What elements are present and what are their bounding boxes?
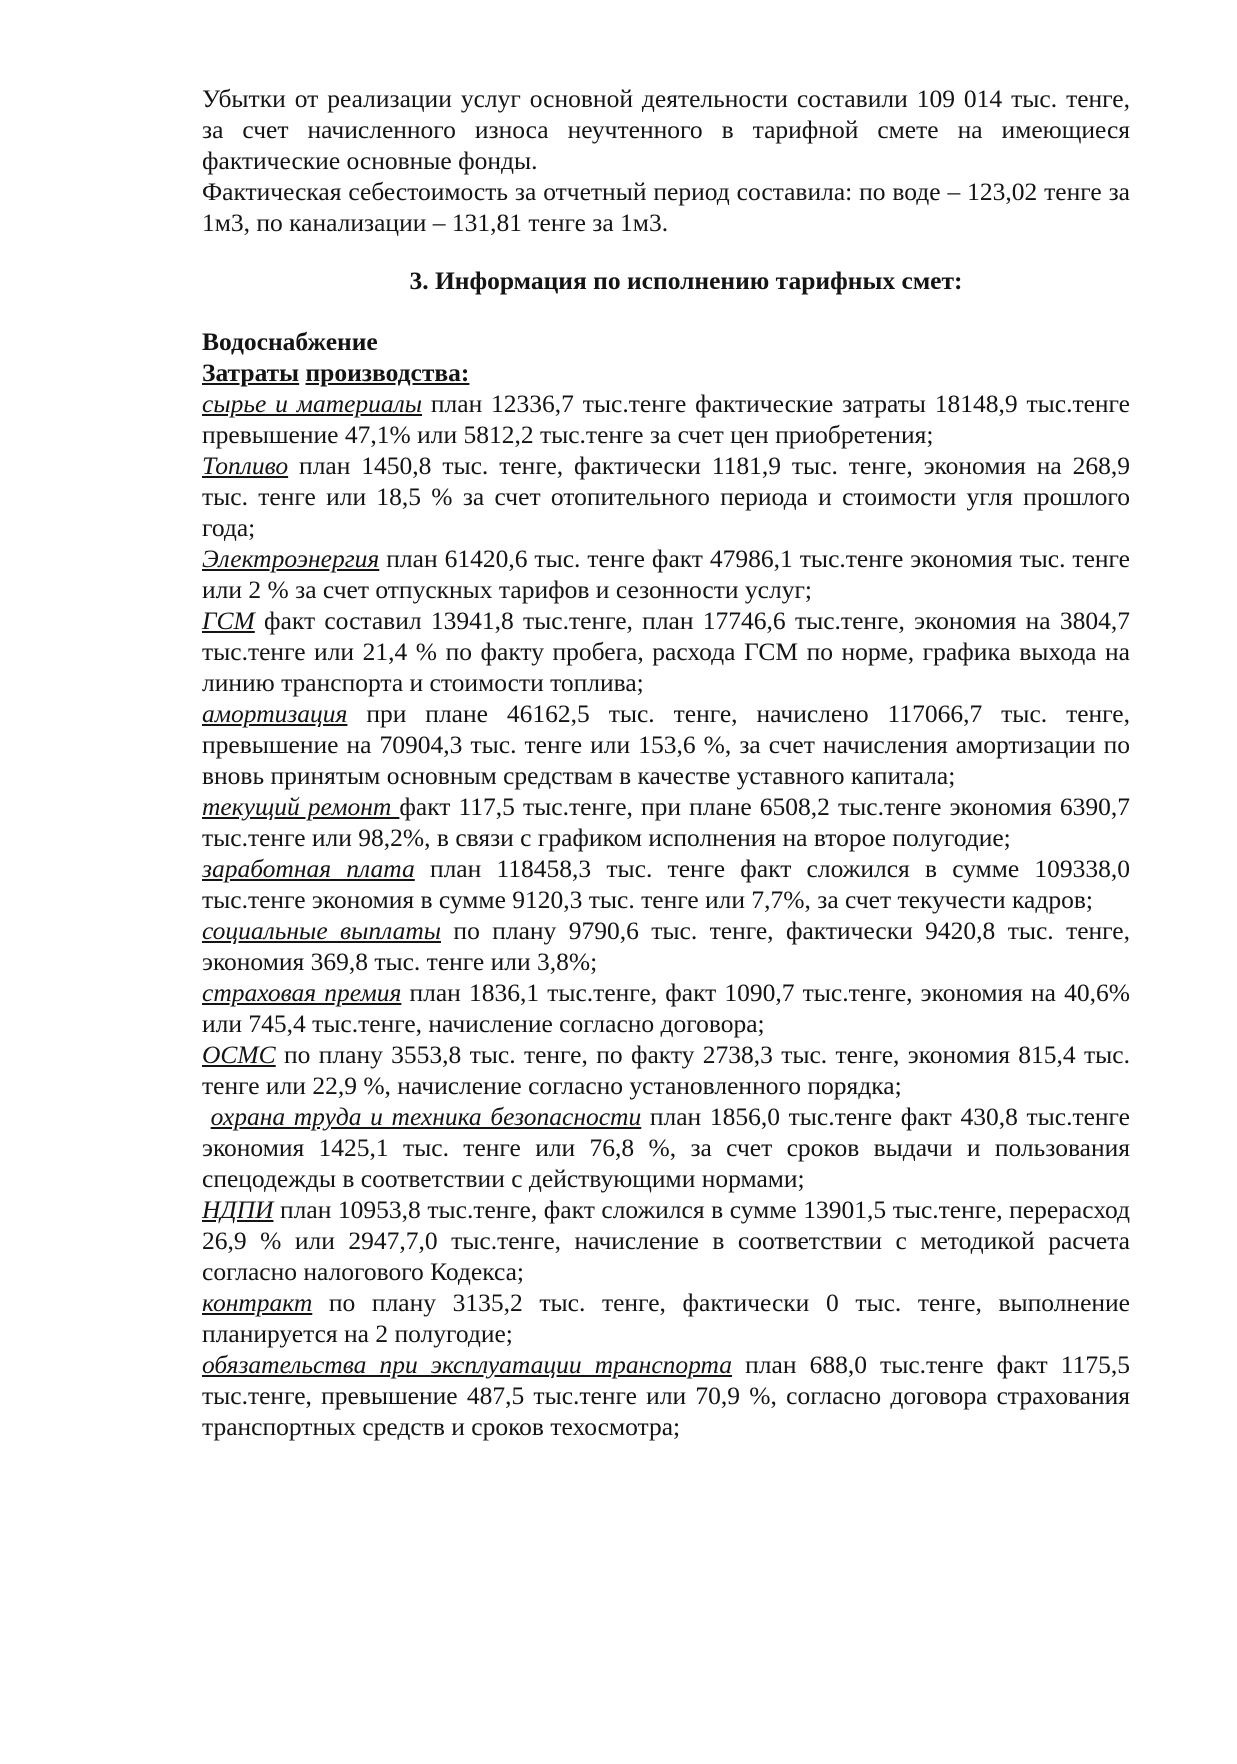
cost-item-text: по плану 3135,2 тыс. тенге, фактически 0 тыс. тенге, выполнение планируется на 2 полугодие; bbox=[202, 1288, 1130, 1348]
cost-item-text: по плану 9790,6 тыс. тенге, фактически 9420,8 тыс. тенге, экономия 369,8 тыс. тенге или 3,8%; bbox=[202, 916, 1130, 976]
cost-item-text: план 1836,1 тыс.тенге, факт 1090,7 тыс.тенге, экономия на 40,6% или 745,4 тыс.тенге, начисление согласно договора; bbox=[202, 978, 1130, 1038]
cost-item-term: сырье и материалы bbox=[202, 389, 423, 418]
cost-item-gsm bbox=[202, 605, 1130, 698]
cost-item-text: план 61420,6 тыс. тенге факт 47986,1 тыс.тенге экономия тыс. тенге или 2 % за счет отпускных тарифов и сезонности услуг; bbox=[202, 544, 1130, 604]
cost-item-salary bbox=[202, 853, 1130, 915]
cost-item-text: план 1856,0 тыс.тенге факт 430,8 тыс.тенге экономия 1425,1 тыс. тенге или 76,8 %, за счет сроков выдачи и пользования спецодежды в соответствии с действующими нормами; bbox=[202, 1102, 1130, 1193]
cost-item-osms bbox=[202, 1039, 1130, 1101]
losses-paragraph: Убытки от реализации услуг основной деятельности составили 109 014 тыс. тенге, за счет начисленного износа неучтенного в тарифной смете на имеющиеся фактические основные фонды. bbox=[202, 84, 1130, 175]
section-subtitle: Водоснабжение bbox=[202, 327, 378, 356]
cost-item-transport bbox=[202, 1349, 1130, 1442]
cost-item-text: при плане 46162,5 тыс. тенге, начислено 117066,7 тыс. тенге, превышение на 70904,3 тыс. тенге или 153,6 %, за счет начисления амортизации по вновь принятым основным средствам в качестве уставного капитала; bbox=[202, 699, 1130, 790]
cost-item-text: план 1450,8 тыс. тенге, фактически 1181,9 тыс. тенге, экономия на 268,9 тыс. тенге или 18,5 % за счет отопительного периода и стоимости угля прошлого года; bbox=[202, 451, 1130, 542]
cost-item-term: ГСМ bbox=[202, 606, 255, 635]
cost-item-text: план 10953,8 тыс.тенге, факт сложился в сумме 13901,5 тыс.тенге, перерасход 26,9 % или 2947,7,0 тыс.тенге, начисление в соответствии с методикой расчета согласно налогового Кодекса; bbox=[202, 1195, 1130, 1286]
cost-item-term: амортизация bbox=[202, 699, 348, 728]
cost-item-insurance bbox=[202, 977, 1130, 1039]
cost-item-term: Электроэнергия bbox=[202, 544, 380, 573]
cost-item-term: НДПИ bbox=[202, 1195, 274, 1224]
costs-label bbox=[202, 357, 1130, 388]
costs-label-word-1: Затраты bbox=[202, 358, 300, 387]
cost-item-electricity bbox=[202, 543, 1130, 605]
cost-item-text: факт 117,5 тыс.тенге, при плане 6508,2 тыс.тенге экономия 6390,7 тыс.тенге или 98,2%, в связи с графиком исполнения на второе полугодие; bbox=[202, 792, 1130, 852]
cost-item-text: по плану 3553,8 тыс. тенге, по факту 2738,3 тыс. тенге, экономия 815,4 тыс. тенге или 22,9 %, начисление согласно установленного порядка; bbox=[202, 1040, 1130, 1100]
cost-item-text: факт составил 13941,8 тыс.тенге, план 17746,6 тыс.тенге, экономия на 3804,7 тыс.тенге или 21,4 % по факту пробега, расхода ГСМ по норме, графика выхода на линию транспорта и стоимости топлива; bbox=[202, 606, 1130, 697]
cost-item-term: ОСМС bbox=[202, 1040, 276, 1069]
cost-item-fuel bbox=[202, 450, 1130, 543]
cost-item-text: план 688,0 тыс.тенге факт 1175,5 тыс.тенге, превышение 487,5 тыс.тенге или 70,9 %, согласно договора страхования транспортных средств и сроков техосмотра; bbox=[202, 1350, 1130, 1441]
cost-paragraph: Фактическая себестоимость за отчетный период составила: по воде – 123,02 тенге за 1м3, по канализации – 131,81 тенге за 1м3. bbox=[202, 177, 1130, 237]
document-page bbox=[202, 83, 1130, 1442]
cost-item-text: план 118458,3 тыс. тенге факт сложился в сумме 109338,0 тыс.тенге экономия в сумме 9120,3 тыс. тенге или 7,7%, за счет текучести кадров; bbox=[202, 854, 1131, 914]
cost-item-term: страховая премия bbox=[202, 978, 402, 1007]
cost-item-term: текущий ремонт bbox=[202, 792, 400, 821]
cost-item-term: Топливо bbox=[202, 451, 289, 480]
cost-item-raw-materials bbox=[202, 388, 1130, 450]
cost-item-repair bbox=[202, 791, 1130, 853]
cost-item-term: заработная плата bbox=[202, 854, 415, 883]
cost-item-term: социальные выплаты bbox=[202, 916, 442, 945]
section-heading: 3. Информация по исполнению тарифных смет: bbox=[409, 266, 963, 295]
cost-item-contract bbox=[202, 1287, 1130, 1349]
costs-label-word-2: производства: bbox=[305, 358, 470, 387]
cost-item-text: план 12336,7 тыс.тенге фактические затраты 18148,9 тыс.тенге превышение 47,1% или 5812,2 тыс.тенге за счет цен приобретения; bbox=[202, 389, 1130, 449]
cost-item-term: контракт bbox=[202, 1288, 313, 1317]
cost-item-term: охрана труда и техника безопасности bbox=[210, 1102, 642, 1131]
cost-item-social bbox=[202, 915, 1130, 977]
cost-item-term: обязательства при эксплуатации транспорта bbox=[202, 1350, 733, 1379]
cost-item-ndpi bbox=[202, 1194, 1130, 1287]
cost-item-depreciation bbox=[202, 698, 1130, 791]
cost-item-safety bbox=[202, 1101, 1130, 1194]
